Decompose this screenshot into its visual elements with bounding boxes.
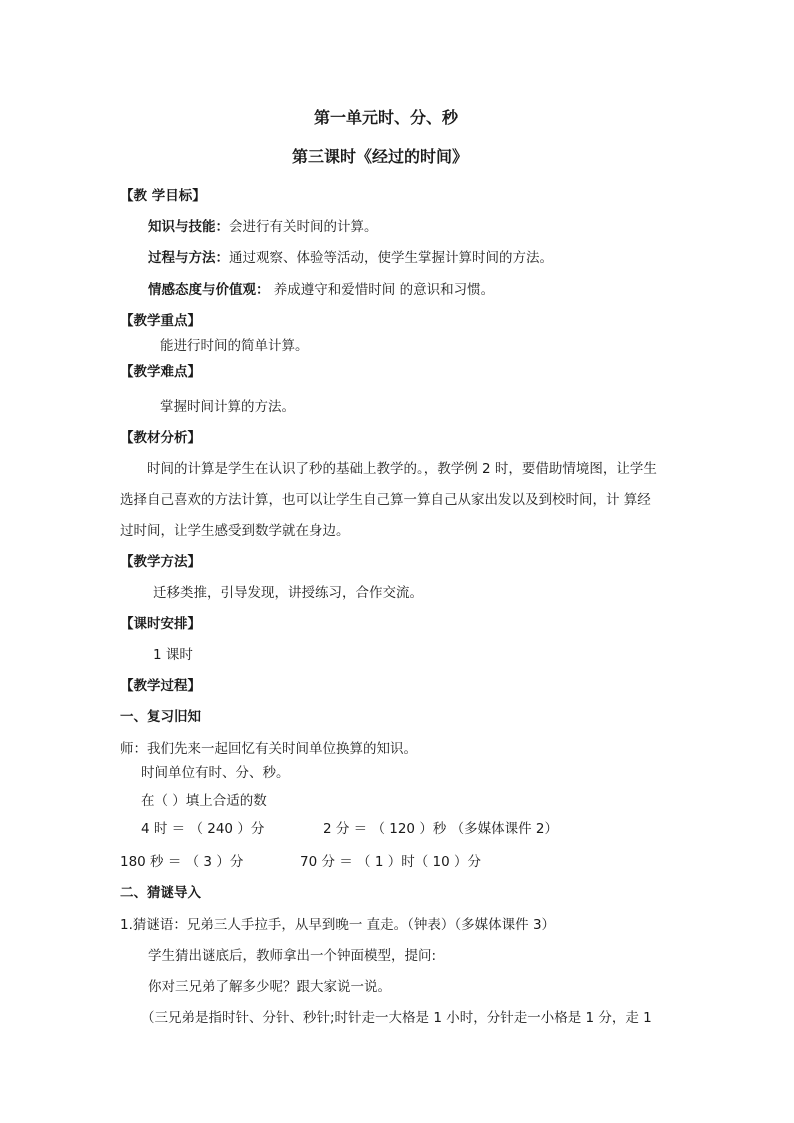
- analysis-line: 过时间，让学生感受到数学就在身边。: [120, 523, 350, 539]
- review-exercise: 2 分 ＝ （ 120 ）秒 （多媒体课件 2）: [323, 821, 558, 837]
- review-exercise: 180 秒 ＝ （ 3 ）分: [120, 854, 244, 870]
- objective-knowledge-label: 知识与技能：: [148, 219, 229, 235]
- analysis-line: 选择自己喜欢的方法计算，也可以让学生自己算一算自己从家出发以及到校时间，计 算经: [120, 492, 651, 508]
- methods-text: 迁移类推，引导发现，讲授练习，合作交流。: [153, 585, 423, 601]
- key-points-text: 能进行时间的简单计算。: [160, 338, 309, 354]
- riddle-line: 1.猜谜语：兄弟三人手拉手，从早到晚一 直走。（钟表）（多媒体课件 3）: [120, 917, 556, 933]
- section-heading-methods: 【教学方法】: [120, 554, 201, 570]
- section-heading-difficulties: 【教学难点】: [120, 364, 201, 380]
- riddle-line: （三兄弟是指时针、分针、秒针;时针走一大格是 1 小时，分针走一小格是 1 分，走 1: [141, 1010, 652, 1026]
- objective-process-text: 通过观察、体验等活动，使学生掌握计算时间的方法。: [229, 250, 553, 266]
- objective-knowledge: [148, 218, 378, 236]
- riddle-line: 学生猜出谜底后，教师拿出一个钟面模型，提问:: [148, 948, 437, 964]
- objective-attitude: [148, 281, 494, 299]
- section-heading-key-points: 【教学重点】: [120, 313, 201, 329]
- review-exercise: 4 时 ＝ （ 240 ）分: [141, 821, 265, 837]
- page-subtitle: 第三课时《经过的时间》: [292, 147, 469, 166]
- review-line: 师：我们先来一起回忆有关时间单位换算的知识。: [120, 741, 417, 757]
- page-title: 第一单元时、分、秒: [314, 108, 459, 127]
- review-exercise: 70 分 ＝ （ 1 ）时（ 10 ）分: [300, 854, 481, 870]
- objective-attitude-label: 情感态度与价值观：: [148, 282, 270, 298]
- objective-process-label: 过程与方法：: [148, 250, 229, 266]
- difficulties-text: 掌握时间计算的方法。: [160, 399, 295, 415]
- section-heading-schedule: 【课时安排】: [120, 616, 201, 632]
- riddle-line: 你对三兄弟了解多少呢？跟大家说一说。: [148, 979, 391, 995]
- schedule-text: 1 课时: [153, 647, 193, 663]
- riddle-heading: 二、猜谜导入: [120, 885, 201, 901]
- section-heading-analysis: 【教材分析】: [120, 430, 201, 446]
- objective-process: [148, 249, 553, 267]
- objective-attitude-text: 养成遵守和爱惜时间 的意识和习惯。: [269, 282, 495, 298]
- review-heading: 一、复习旧知: [120, 709, 201, 725]
- section-heading-objectives: 【教 学目标】: [120, 188, 206, 204]
- review-line: 时间单位有时、分、秒。: [141, 765, 290, 781]
- section-heading-process: 【教学过程】: [120, 678, 201, 694]
- analysis-line: 时间的计算是学生在认识了秒的基础上教学的。，教学例 2 时，要借助情境图，让学生: [147, 461, 657, 477]
- review-line: 在（ ）填上合适的数: [141, 793, 267, 809]
- objective-knowledge-text: 会进行有关时间的计算。: [229, 219, 378, 235]
